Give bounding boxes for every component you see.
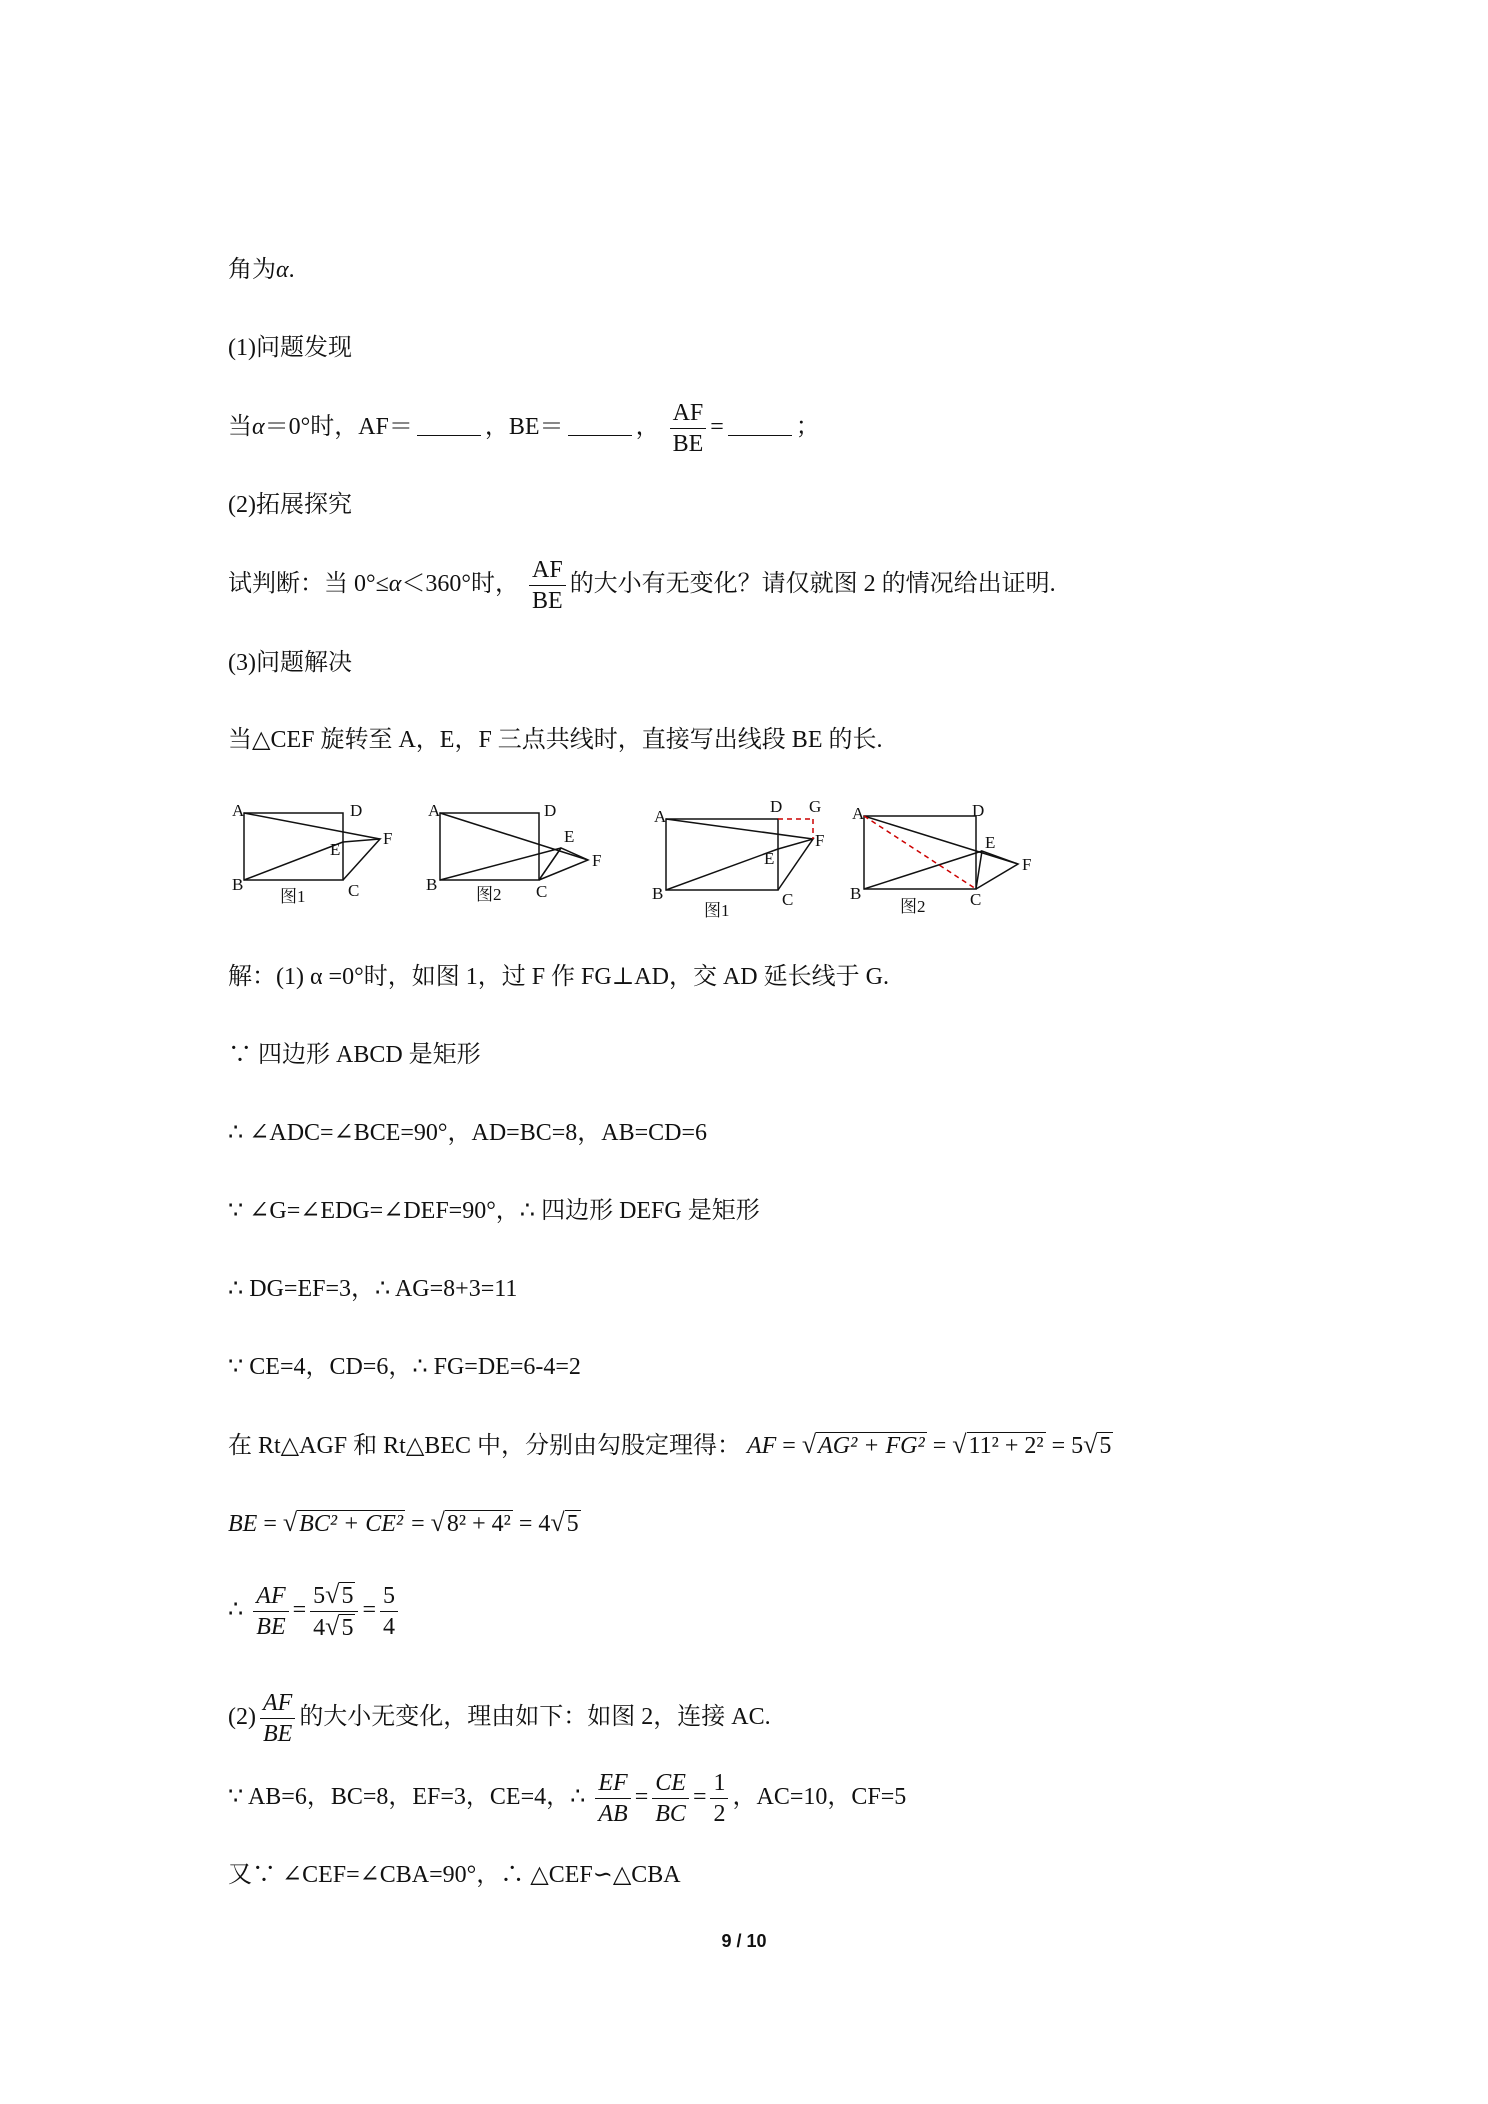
figure-caption: 图2 (900, 897, 926, 916)
label-a: A (852, 804, 865, 823)
denominator: BE (262, 1721, 293, 1747)
label-b: B (652, 884, 664, 903)
fraction-5root5-4root5 (310, 1580, 358, 1643)
denominator: BC (655, 1801, 686, 1827)
figure-caption: 图2 (476, 885, 502, 904)
figure-2-right (848, 792, 1048, 922)
text: ； (795, 414, 820, 441)
text: = (932, 1433, 947, 1459)
question-1 (228, 398, 820, 459)
radicand: 11² + 2² (968, 1433, 1044, 1459)
label-f: F (815, 831, 825, 850)
text: 角为 (228, 257, 276, 283)
fraction-5-4 (380, 1581, 398, 1642)
radicand: 5 (566, 1511, 579, 1537)
text: ，BE＝ (484, 414, 564, 441)
sqrt-sign: √ (325, 1612, 340, 1641)
text: ∴ (228, 1597, 244, 1624)
solution-line-10 (228, 1688, 771, 1749)
solution-line-2: ∵ 四边形 ABCD 是矩形 (228, 1042, 481, 1068)
text: = (710, 414, 724, 441)
math-be: BE (228, 1511, 258, 1537)
text: = (292, 1597, 307, 1624)
text: = (1051, 1433, 1066, 1459)
denominator (310, 1612, 358, 1643)
label-g: G (809, 797, 822, 816)
solution-line-8 (228, 1508, 581, 1539)
answer-blank-be[interactable] (568, 413, 632, 436)
sqrt-sign: √ (282, 1508, 298, 1537)
solution-line-7 (228, 1430, 1113, 1461)
label-d: D (350, 801, 363, 820)
numerator: CE (652, 1768, 689, 1799)
numerator (310, 1580, 358, 1612)
figure-1-right (650, 792, 830, 922)
text: = (362, 1597, 376, 1624)
solution-line-11 (228, 1768, 906, 1829)
question-2 (228, 555, 1056, 616)
text: 的大小无变化，理由如下：如图 2，连接 AC. (299, 1704, 771, 1731)
text: 的大小有无变化？请仅就图 2 的情况给出证明. (569, 571, 1056, 598)
text: = (518, 1511, 533, 1537)
radicand: AG² + FG² (818, 1433, 925, 1459)
radicand: 5 (341, 1583, 354, 1609)
denominator: 4 (382, 1614, 395, 1640)
solution-line-3: ∴ ∠ADC=∠BCE=90°，AD=BC=8，AB=CD=6 (228, 1120, 708, 1146)
label-a: A (428, 801, 441, 820)
text: = (692, 1784, 707, 1811)
label-e: E (764, 849, 775, 868)
solution-line-12: 又∵ ∠CEF=∠CBA=90°，∴ △CEF∽△CBA (228, 1862, 681, 1888)
label-c: C (782, 890, 794, 909)
solution-line-1: 解：(1) α =0°时，如图 1，过 F 作 FG⊥AD，交 AD 延长线于 G. (228, 964, 889, 990)
fraction-ef-ab (595, 1768, 630, 1829)
label-a: A (232, 801, 245, 820)
label-b: B (426, 875, 438, 894)
denominator: 2 (713, 1801, 726, 1827)
coefficient: 4 (538, 1511, 551, 1537)
label-f: F (592, 851, 602, 870)
answer-blank-ratio[interactable] (728, 413, 792, 436)
text: ， (635, 414, 660, 441)
fraction-af-be (253, 1581, 288, 1642)
label-e: E (985, 833, 996, 852)
denominator: BE (256, 1614, 286, 1640)
figure-2-left (420, 792, 620, 914)
numerator: 5 (380, 1581, 398, 1612)
fraction-af-be (260, 1688, 295, 1749)
text: = (263, 1511, 277, 1537)
numerator: AF (670, 398, 707, 429)
text: = (782, 1433, 796, 1459)
text: 在 Rt△AGF 和 Rt△BEC 中，分别由勾股定理得： (228, 1433, 741, 1459)
heading-problem-discovery: (1)问题发现 (228, 335, 352, 361)
text: ＜360°时， (401, 571, 519, 598)
figure-caption: 图1 (280, 887, 306, 906)
coefficient: 4 (313, 1615, 326, 1641)
sqrt-sign: √ (430, 1508, 445, 1537)
page-number: 9 / 10 (721, 1931, 767, 1951)
numerator: EF (595, 1768, 630, 1799)
numerator: AF (529, 555, 566, 586)
solution-line-9 (228, 1580, 402, 1643)
radicand: BC² + CE² (299, 1511, 404, 1537)
radicand: 8² + 4² (446, 1511, 511, 1537)
radicand: 5 (1099, 1433, 1112, 1459)
sqrt-sign: √ (550, 1508, 565, 1537)
text: 试判断：当 0°≤ (228, 571, 389, 598)
numerator: AF (253, 1581, 288, 1612)
text: . (288, 257, 295, 283)
label-d: D (770, 797, 783, 816)
label-a: A (654, 807, 667, 826)
label-b: B (232, 875, 244, 894)
text: ∵ AB=6，BC=8，EF=3，CE=4，∴ (228, 1784, 586, 1811)
label-f: F (1022, 855, 1032, 874)
text: (2) (228, 1704, 256, 1731)
text: ＝0°时，AF＝ (264, 414, 413, 441)
sqrt-sign: √ (952, 1430, 967, 1459)
heading-solve: (3)问题解决 (228, 650, 352, 676)
sqrt-sign: √ (801, 1430, 817, 1459)
fraction-1-2 (710, 1768, 728, 1829)
text: ，AC=10，CF=5 (732, 1784, 907, 1811)
coefficient: 5 (1071, 1433, 1084, 1459)
math-alpha: α (388, 571, 402, 598)
label-c: C (536, 882, 548, 901)
solution-line-4: ∵ ∠G=∠EDG=∠DEF=90°，∴ 四边形 DEFG 是矩形 (228, 1198, 760, 1224)
denominator: BE (672, 431, 704, 457)
text: = (634, 1784, 649, 1811)
denominator: BE (532, 588, 563, 614)
label-b: B (850, 884, 862, 903)
figure-caption: 图1 (704, 901, 730, 920)
label-c: C (970, 890, 982, 909)
solution-line-5: ∴ DG=EF=3，∴ AG=8+3=11 (228, 1276, 518, 1302)
figure-1-left (228, 792, 408, 914)
label-d: D (972, 801, 985, 820)
heading-extension: (2)拓展探究 (228, 492, 352, 518)
line-angle-alpha (228, 255, 295, 285)
text: = (411, 1511, 425, 1537)
fraction-af-be (529, 555, 566, 616)
question-3: 当△CEF 旋转至 A，E，F 三点共线时，直接写出线段 BE 的长. (228, 727, 883, 753)
denominator: AB (598, 1801, 628, 1827)
label-e: E (330, 840, 341, 859)
coefficient: 5 (313, 1583, 326, 1609)
fraction-ce-bc (652, 1768, 689, 1829)
label-d: D (544, 801, 557, 820)
math-af: AF (746, 1433, 777, 1459)
radicand: 5 (341, 1615, 354, 1641)
fraction-af-be (670, 398, 707, 459)
label-f: F (383, 829, 393, 848)
label-c: C (348, 881, 360, 900)
sqrt-sign: √ (1083, 1430, 1098, 1459)
sqrt-sign: √ (325, 1580, 340, 1609)
label-e: E (564, 827, 575, 846)
math-alpha: α (276, 257, 289, 283)
solution-line-6: ∵ CE=4，CD=6，∴ FG=DE=6-4=2 (228, 1354, 581, 1380)
numerator: AF (260, 1688, 295, 1719)
answer-blank-af[interactable] (417, 413, 481, 436)
math-alpha: α (252, 414, 265, 441)
numerator: 1 (710, 1768, 728, 1799)
text: 当 (228, 414, 252, 441)
